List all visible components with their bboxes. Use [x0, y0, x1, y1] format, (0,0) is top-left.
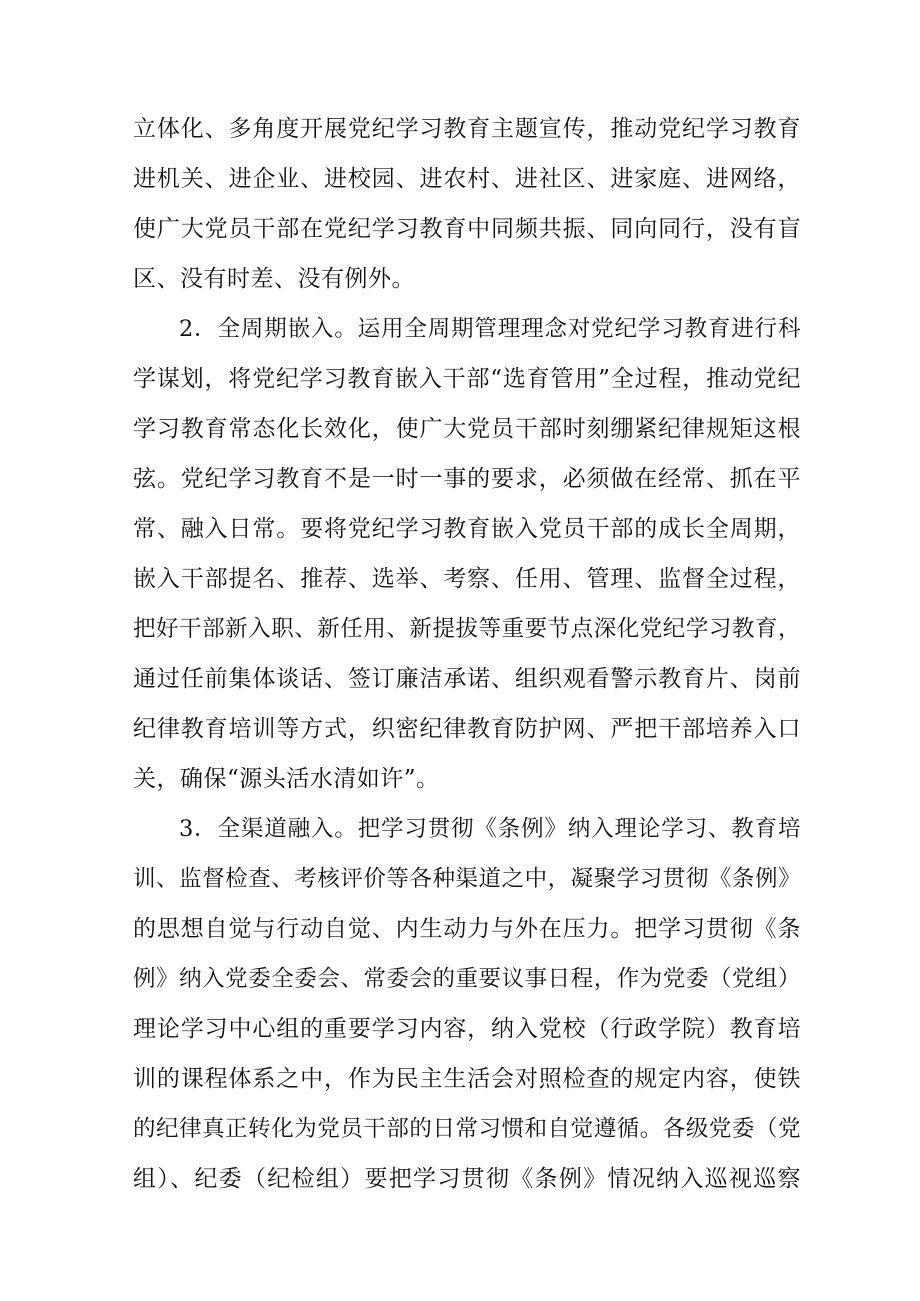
text-line: 理论学习中心组的重要学习内容，纳入党校（行政学院）教育培 — [133, 1016, 801, 1042]
text-line: 例》纳入党委全委会、常委会的重要议事日程，作为党委（党组） — [133, 966, 801, 992]
text-line: 训的课程体系之中，作为民主生活会对照检查的规定内容，使铁 — [133, 1066, 801, 1092]
text-line: 通过任前集体谈话、签订廉洁承诺、组织观看警示教育片、岗前 — [133, 666, 801, 692]
text-line: 2．全周期嵌入。运用全周期管理理念对党纪学习教育进行科 — [179, 316, 801, 342]
text-line: 区、没有时差、没有例外。 — [133, 266, 415, 292]
text-line: 把好干部新入职、新任用、新提拔等重要节点深化党纪学习教育， — [133, 616, 801, 642]
text-line: 常、融入日常。要将党纪学习教育嵌入党员干部的成长全周期， — [133, 516, 801, 542]
text-line: 关，确保“源头活水清如许”。 — [133, 766, 440, 792]
text-line: 弦。党纪学习教育不是一时一事的要求，必须做在经常、抓在平 — [133, 466, 801, 492]
text-line: 嵌入干部提名、推荐、选举、考察、任用、管理、监督全过程， — [133, 566, 801, 592]
document-body — [133, 104, 801, 1204]
text-line: 进机关、进企业、进校园、进农村、进社区、进家庭、进网络， — [133, 166, 801, 192]
text-line: 纪律教育培训等方式，织密纪律教育防护网、严把干部培养入口 — [133, 716, 801, 742]
text-line: 3．全渠道融入。把学习贯彻《条例》纳入理论学习、教育培 — [179, 816, 801, 842]
text-line: 学谋划，将党纪学习教育嵌入干部“选育管用”全过程，推动党纪 — [133, 366, 801, 392]
paragraph-3 — [133, 804, 801, 1204]
text-line: 立体化、多角度开展党纪学习教育主题宣传，推动党纪学习教育 — [133, 116, 801, 142]
text-line: 训、监督检查、考核评价等各种渠道之中，凝聚学习贯彻《条例》 — [133, 866, 801, 892]
text-line: 使广大党员干部在党纪学习教育中同频共振、同向同行，没有盲 — [133, 216, 801, 242]
text-line: 的思想自觉与行动自觉、内生动力与外在压力。把学习贯彻《条 — [133, 916, 801, 942]
text-line: 学习教育常态化长效化，使广大党员干部时刻绷紧纪律规矩这根 — [133, 416, 801, 442]
text-line: 的纪律真正转化为党员干部的日常习惯和自觉遵循。各级党委（党 — [133, 1116, 801, 1142]
text-line: 组）、纪委（纪检组）要把学习贯彻《条例》情况纳入巡视巡察 — [133, 1166, 801, 1192]
paragraph-2 — [133, 304, 801, 804]
paragraph-1 — [133, 104, 801, 304]
